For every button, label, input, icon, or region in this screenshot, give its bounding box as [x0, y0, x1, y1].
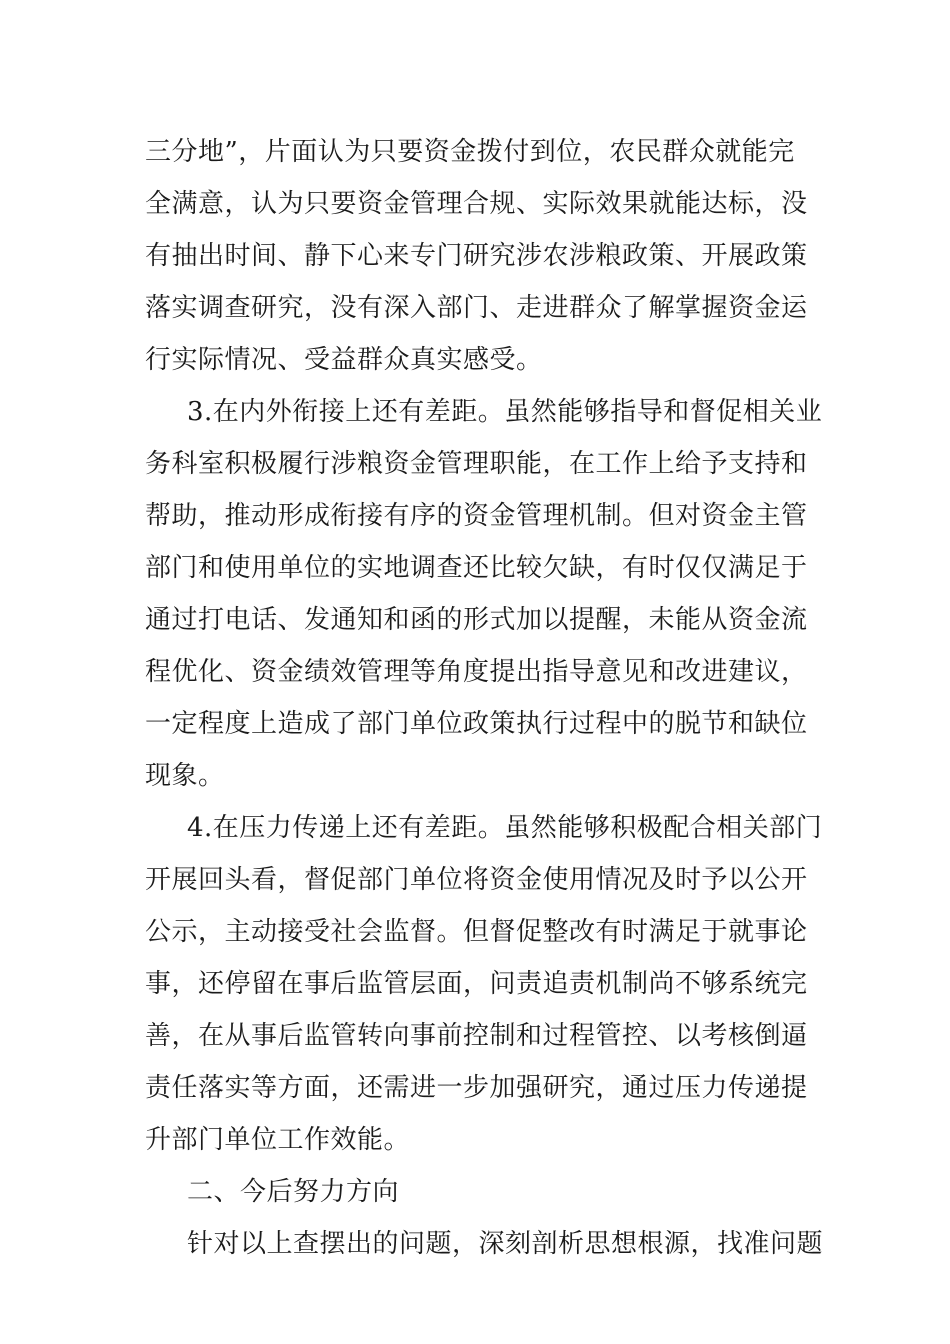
- text-line: 3.在内外衔接上还有差距。虽然能够指导和督促相关业: [187, 397, 823, 427]
- text-line: 三分地”，片面认为只要资金拨付到位，农民群众就能完: [145, 137, 795, 167]
- text-line: 4.在压力传递上还有差距。虽然能够积极配合相关部门: [187, 813, 823, 843]
- document-body: [145, 126, 824, 1270]
- heading-text: 二、今后努力方向: [187, 1177, 400, 1207]
- text-line: 现象。: [145, 761, 225, 791]
- text-line: 通过打电话、发通知和函的形式加以提醒，未能从资金流: [145, 605, 808, 635]
- paragraph-2: [145, 386, 823, 802]
- text-line: 落实调查研究，没有深入部门、走进群众了解掌握资金运: [145, 293, 808, 323]
- section-heading: [145, 1166, 809, 1218]
- paragraph-4: [145, 1218, 824, 1270]
- paragraph-3: [145, 802, 823, 1166]
- text-line: 升部门单位工作效能。: [145, 1125, 411, 1155]
- text-line: 程优化、资金绩效管理等角度提出指导意见和改进建议，: [145, 657, 808, 687]
- paragraph-1: [145, 126, 809, 386]
- text-line: 务科室积极履行涉粮资金管理职能，在工作上给予支持和: [145, 449, 808, 479]
- text-line: 善，在从事后监管转向事前控制和过程管控、以考核倒逼: [145, 1021, 808, 1051]
- text-line: 开展回头看，督促部门单位将资金使用情况及时予以公开: [145, 865, 808, 895]
- text-line: 部门和使用单位的实地调查还比较欠缺，有时仅仅满足于: [145, 553, 808, 583]
- text-line: 一定程度上造成了部门单位政策执行过程中的脱节和缺位: [145, 709, 808, 739]
- text-line: 全满意，认为只要资金管理合规、实际效果就能达标，没: [145, 189, 808, 219]
- text-line: 针对以上查摆出的问题，深刻剖析思想根源，找准问题: [187, 1229, 824, 1259]
- text-line: 事，还停留在事后监管层面，问责追责机制尚不够系统完: [145, 969, 808, 999]
- text-line: 帮助，推动形成衔接有序的资金管理机制。但对资金主管: [145, 501, 808, 531]
- text-line: 责任落实等方面，还需进一步加强研究，通过压力传递提: [145, 1073, 808, 1103]
- text-line: 有抽出时间、静下心来专门研究涉农涉粮政策、开展政策: [145, 241, 808, 271]
- text-line: 公示，主动接受社会监督。但督促整改有时满足于就事论: [145, 917, 808, 947]
- text-line: 行实际情况、受益群众真实感受。: [145, 345, 543, 375]
